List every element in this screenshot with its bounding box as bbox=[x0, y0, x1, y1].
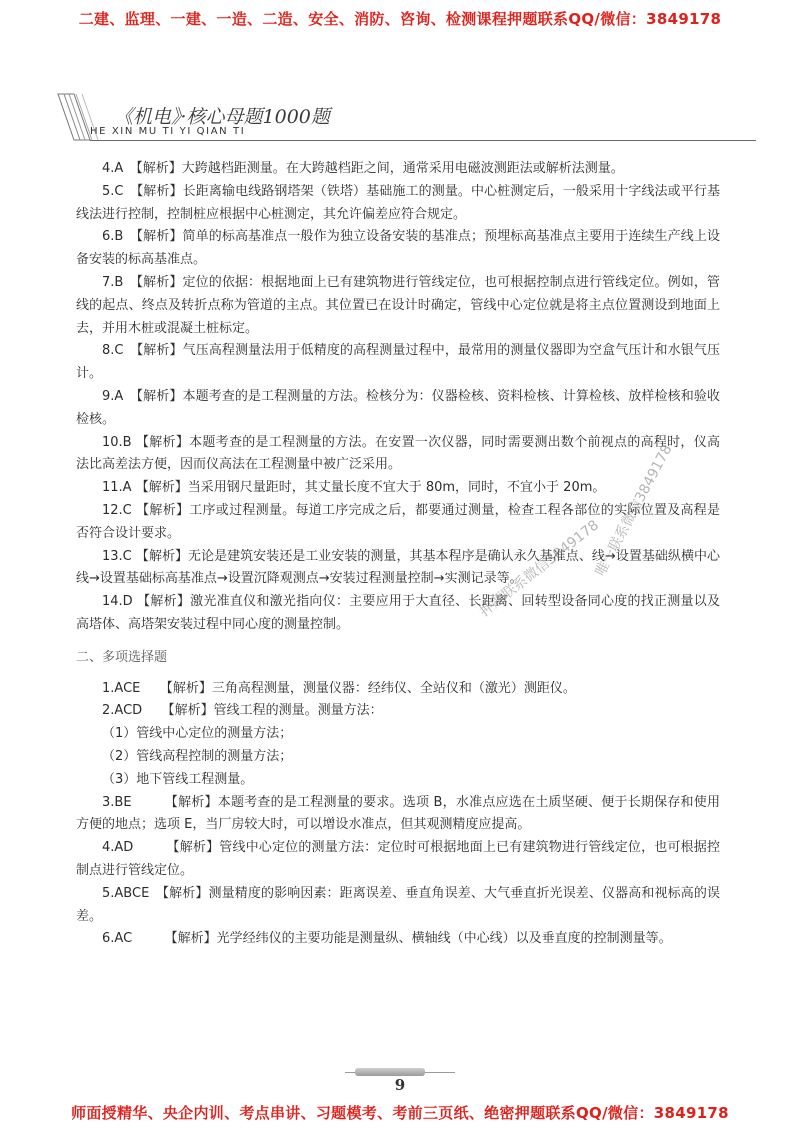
page-header bbox=[56, 92, 756, 142]
answer-item: 5.ABCE 【解析】测量精度的影响因素：距离误差、垂直角误差、大气垂直折光误差、仪器高和视标高的误差。 bbox=[76, 885, 720, 924]
answer-item: 11.A 【解析】当采用钢尺量距时，其丈量长度不宜大于 80m，同时，不宜小于 20m。 bbox=[102, 480, 606, 496]
sub-item: （1）管线中心定位的测量方法； bbox=[102, 726, 293, 742]
answer-item: 13.C 【解析】无论是建筑安装还是工业安装的测量，其基本程序是确认永久基准点、线→设置基础纵横中心线→设置基础标高基准点→设置沉降观测点→安装过程测量控制→实测记录等。 bbox=[76, 548, 720, 587]
page-number: 9 bbox=[394, 1076, 406, 1094]
answer-item: 12.C 【解析】工序或过程测量。每道工序完成之后，都要通过测量，检查工程各部位的实际位置及高程是否符合设计要求。 bbox=[76, 502, 720, 541]
sub-item: （2）管线高程控制的测量方法； bbox=[102, 748, 293, 764]
footer-tab bbox=[355, 1068, 425, 1076]
answer-item: 8.C 【解析】气压高程测量法用于低精度的高程测量过程中，最常用的测量仪器即为空盒气压计和水银气压计。 bbox=[76, 343, 720, 382]
watermark-text: 押题联系微信3849178 bbox=[476, 517, 603, 620]
answer-item: 9.A 【解析】本题考查的是工程测量的方法。检核分为：仪器检核、资料检核、计算检核、放样检核和验收检核。 bbox=[76, 388, 720, 427]
answer-item: 7.B 【解析】定位的依据：根据地面上已有建筑物进行管线定位，也可根据控制点进行管线定位。例如，管线的起点、终点及转折点称为管道的主点。其位置已在设计时确定，管线中心定位就是将主点位置测设到地面上去，并用木桩或混凝土桩标定。 bbox=[76, 274, 720, 336]
answer-item: 6.AC 【解析】光学经纬仪的主要功能是测量纵、横轴线（中心线）以及垂直度的控制测量等。 bbox=[102, 931, 672, 947]
header-rule bbox=[90, 140, 756, 141]
book-title-pinyin: HE XIN MU TI YI QIAN TI bbox=[90, 126, 246, 137]
answer-content bbox=[76, 158, 720, 951]
answer-item: 5.C 【解析】长距离输电线路钢塔架（铁塔）基础施工的测量。中心桩测定后，一般采用十字线法或平行基线法进行控制，控制桩应根据中心桩测定，其允许偏差应符合规定。 bbox=[76, 183, 720, 222]
bottom-banner: 师面授精华、央企内训、考点串讲、习题模考、考前三页纸、绝密押题联系QQ/微信：3849178 bbox=[71, 1104, 729, 1122]
answer-item: 6.B 【解析】简单的标高基准点一般作为独立设备安装的基准点；预埋标高基准点主要用于连续生产线上设备安装的标高基准点。 bbox=[76, 229, 720, 268]
answer-item: 4.AD 【解析】管线中心定位的测量方法：定位时可根据地面上已有建筑物进行管线定位，也可根据控制点进行管线定位。 bbox=[76, 840, 720, 878]
watermark-text: 唯一联系微信3849178 bbox=[592, 442, 676, 579]
page-footer bbox=[0, 1062, 800, 1102]
answer-item: 2.ACD 【解析】管线工程的测量。测量方法： bbox=[102, 703, 383, 719]
answer-item: 1.ACE 【解析】三角高程测量，测量仪器：经纬仪、全站仪和（激光）测距仪。 bbox=[102, 680, 576, 696]
section-heading: 二、多项选择题 bbox=[76, 649, 168, 665]
answer-item: 4.A 【解析】大跨越档距测量。在大跨越档距之间，通常采用电磁波测距法或解析法测量。 bbox=[102, 161, 624, 176]
answer-item: 3.BE 【解析】本题考查的是工程测量的要求。选项 B，水准点应选在土质坚硬、便于长期保存和使用方便的地点；选项 E，当厂房较大时，可以增设水准点，但其观测精度应提高。 bbox=[76, 794, 720, 833]
answer-item: 14.D 【解析】激光准直仪和激光指向仪：主要应用于大直径、长距离、回转型设备同心度的找正测量以及高塔体、高塔架安装过程中同心度的测量控制。 bbox=[76, 594, 720, 632]
top-banner: 二建、监理、一建、一造、二造、安全、消防、咨询、检测课程押题联系QQ/微信：3849178 bbox=[78, 10, 722, 28]
book-title: 《机电》·核心母题1000题 bbox=[114, 106, 330, 128]
answer-item: 10.B 【解析】本题考查的是工程测量的方法。在安置一次仪器，同时需要测出数个前视点的高程时，仪高法比高差法方便，因而仪高法在工程测量中被广泛采用。 bbox=[76, 434, 720, 473]
sub-item: （3）地下管线工程测量。 bbox=[102, 771, 254, 787]
